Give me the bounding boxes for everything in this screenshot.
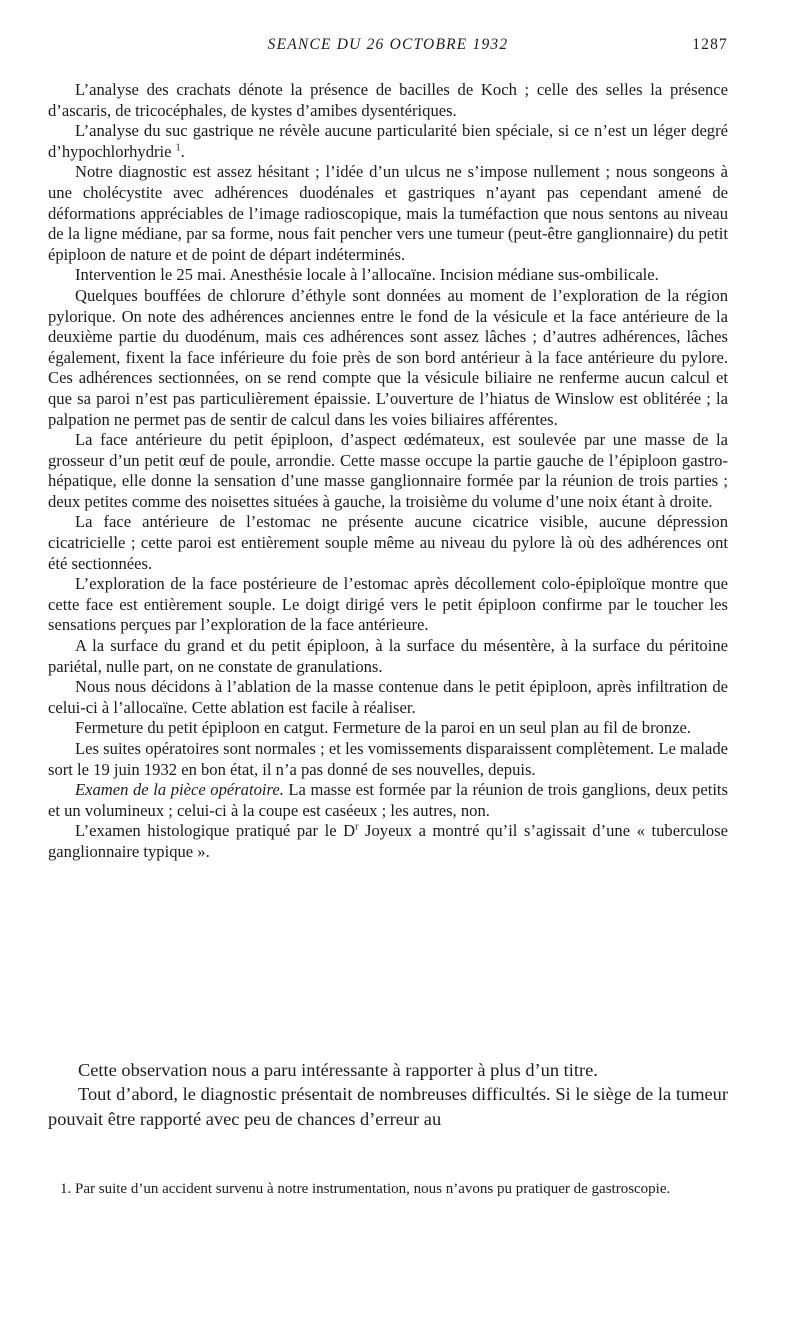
paragraph-exploration: Quelques bouffées de chlorure d’éthyle sont données au moment de l’exploration de la région pylorique. On note des adhérences anciennes entre le fond de la vésicule et la face antérieure de la deuxième partie du duodénum, mais ces adhérences sont assez lâches ; d’autres adhérences, lâches également, fixent la face inférieure du foie près de son bord antérieur à la face antérieure du pylore. Ces adhérences sectionnées, on se rend compte que la vésicule biliaire ne renferme aucun calcul et que sa paroi n’est pas particulièrement épaissie. L’ouverture de l’hiatus de Winslow est oblitérée ; la palpation ne permet pas de sentir de calcul dans les voies biliaires afférentes. bbox=[48, 285, 728, 429]
footnote-marker: 1 bbox=[175, 142, 181, 154]
paragraph-gastric-analysis: L’analyse du suc gastrique ne révèle aucune particularité bien spéciale, si ce n’est un léger degré d’hypochlorhydrie $^1$. bbox=[48, 121, 728, 161]
commentary-section bbox=[48, 1058, 728, 1131]
paragraph-stomach-posterior: L’exploration de la face postérieure de l’estomac après décollement colo-épiploïque montre que cette face est entièrement souple. Le doigt dirigé vers le petit épiploon confirme par le toucher les sensations perçues par l’exploration de la face antérieure. bbox=[48, 574, 728, 635]
specimen-exam-lead: Examen de la pièce opératoire. bbox=[75, 780, 284, 800]
page-number: 1287 bbox=[692, 36, 728, 53]
paragraph-stomach-anterior: La face antérieure de l’estomac ne présente aucune cicatrice visible, aucune dépression cicatricielle ; cette paroi est entièrement souple même au niveau du pylore là où des adhérences ont été sectionnées. bbox=[48, 512, 728, 573]
doctor-superscript: r bbox=[355, 821, 359, 833]
paragraph-intervention: Intervention le 25 mai. Anesthésie locale à l’allocaïne. Incision médiane sus-ombilicale. bbox=[75, 265, 659, 285]
paragraph-no-granulations: A la surface du grand et du petit épiploon, à la surface du mésentère, à la surface du péritoine pariétal, nulle part, on ne constate de granulations. bbox=[48, 636, 728, 676]
paragraph-sputum-stool: L’analyse des crachats dénote la présence de bacilles de Koch ; celle des selles la présence d’ascaris, de tricocéphales, de kystes d’amibes dysentériques. bbox=[48, 80, 728, 120]
footnote-text: 1. Par suite d’un accident survenu à notre instrumentation, nous n’avons pu pratiquer de gastroscopie. bbox=[60, 1181, 671, 1197]
footnote bbox=[48, 1180, 728, 1198]
paragraph-ablation: Nous nous décidons à l’ablation de la masse contenue dans le petit épiploon, après infiltration de celui-ci à l’allocaïne. Cette ablation est facile à réaliser. bbox=[48, 677, 728, 717]
commentary-paragraph-1: Cette observation nous a paru intéressante à rapporter à plus d’un titre. bbox=[78, 1060, 598, 1080]
paragraph-closure: Fermeture du petit épiploon en catgut. Fermeture de la paroi en un seul plan au fil de bronze. bbox=[75, 718, 692, 738]
paragraph-specimen-exam bbox=[48, 780, 728, 821]
gastric-analysis-text: L’analyse du suc gastrique ne révèle aucune particularité bien spéciale, si ce n’est un léger degré d’hypochlorhydrie bbox=[48, 121, 728, 161]
paragraph-diagnosis: Notre diagnostic est assez hésitant ; l’idée d’un ulcus ne s’impose nullement ; nous songeons à une cholécystite avec adhérences duodénales et gastriques n’ayant pas cependant amené de déformations appréciables de l’image radioscopique, mais la tuméfaction que nous sentons au niveau de la ligne médiane, par sa forme, nous fait pencher vers une tumeur (peut-être ganglionnaire) du petit épiploon de nature et de point de départ indéterminés. bbox=[48, 162, 728, 264]
histology-text-before: L’examen histologique pratiqué par le D bbox=[75, 821, 356, 841]
running-header bbox=[48, 36, 728, 58]
specimen-exam-text: La masse est formée par la réunion de trois ganglions, deux petits et un volumineux ; celui-ci à la coupe est caséeux ; les autres, non. bbox=[48, 780, 728, 820]
running-title: SEANCE DU 26 OCTOBRE 1932 bbox=[267, 36, 509, 53]
case-report-body bbox=[48, 80, 728, 863]
commentary-paragraph-2: Tout d’abord, le diagnostic présentait de nombreuses difficultés. Si le siège de la tumeur pouvait être rapporté avec peu de chances d’erreur au bbox=[48, 1084, 728, 1129]
paragraph-epiploon-mass: La face antérieure du petit épiploon, d’aspect œdémateux, est soulevée par une masse de la grosseur d’un petit œuf de poule, arrondie. Cette masse occupe la partie gauche de l’épiploon gastro-hépatique, elle donne la sensation d’une masse ganglionnaire formée par la réunion de trois parties ; deux petites comme des noisettes situées à gauche, la troisième du volume d’une noix étant à droite. bbox=[48, 430, 728, 511]
paragraph-postop: Les suites opératoires sont normales ; et les vomissements disparaissent complètement. Le malade sort le 19 juin 1932 en bon état, il n’a pas donné de ses nouvelles, depuis. bbox=[48, 739, 728, 779]
histology-text-after: Joyeux a montré qu’il s’agissait d’une « tuberculose ganglionnaire typique ». bbox=[48, 821, 728, 861]
paragraph-histology bbox=[48, 821, 728, 862]
